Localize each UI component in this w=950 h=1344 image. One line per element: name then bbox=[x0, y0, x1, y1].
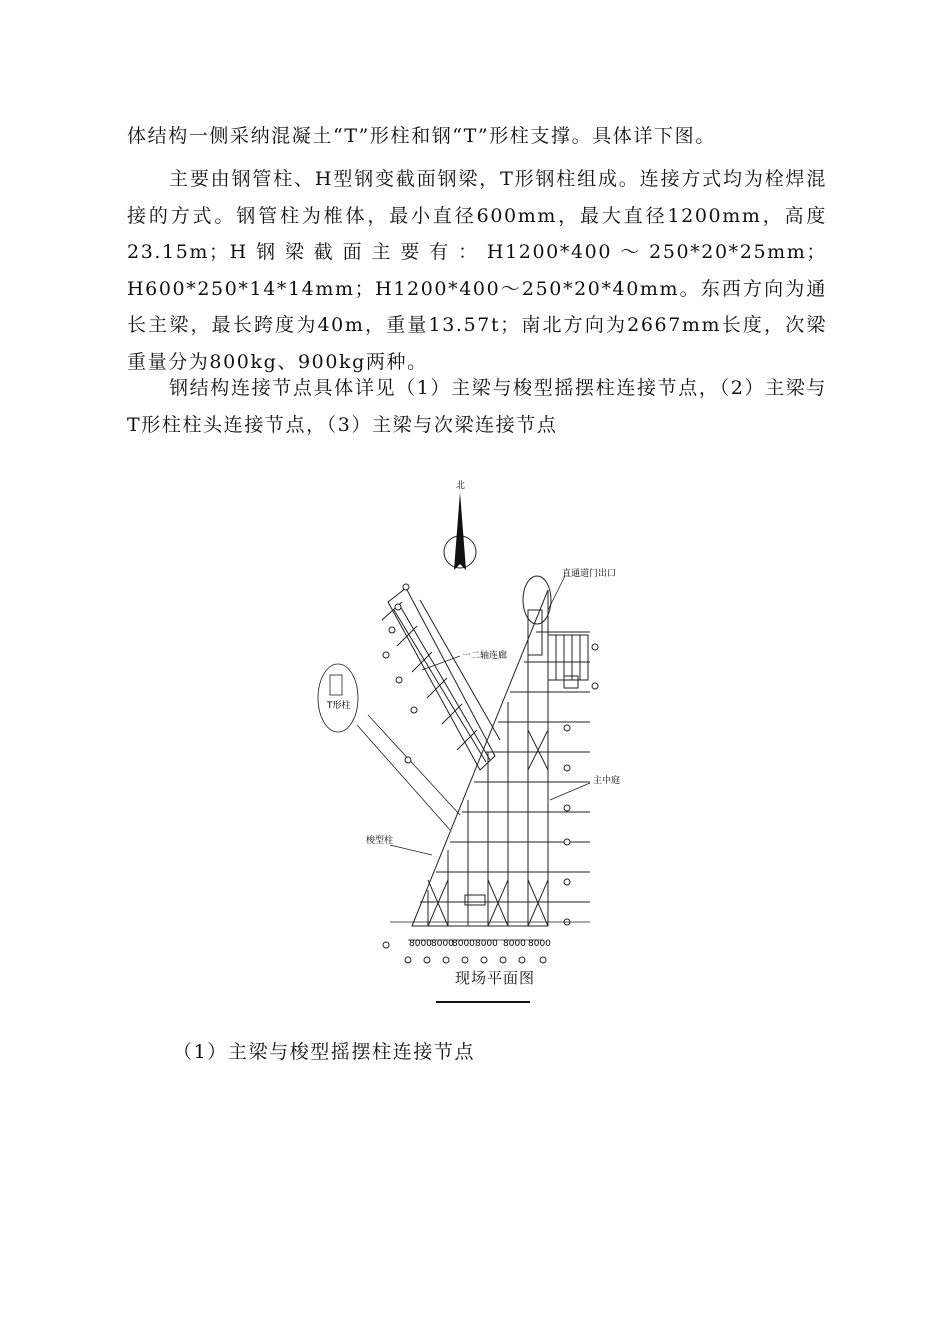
paragraph-1: 主要由钢管柱、H型钢变截面钢梁，T形钢柱组成。连接方式均为栓焊混接的方式。钢管柱为椎体，最小直径600mm，最大直径1200mm，高度23.15m；H钢梁截面主要有：H1200*400～250*20*25mm；H600*250*14*14mm；H1200*400～250*20*40mm。东西方向为通长主梁，最长跨度为40m，重量13.57t；南北方向为2667mm长度，次梁重量分为800kg、900kg两种。 bbox=[127, 168, 827, 373]
dimension-labels bbox=[409, 939, 551, 949]
dimension-label: 8000 bbox=[409, 939, 432, 949]
site-plan-drawing bbox=[300, 470, 640, 1020]
north-arrow-icon bbox=[444, 479, 476, 570]
label-mid-right: 主中庭 bbox=[593, 776, 621, 786]
dimension-label: 8000 bbox=[475, 939, 498, 949]
paragraph-0: 体结构一侧采纳混凝土“T”形柱和钢“T”形柱支撑。具体详下图。 bbox=[127, 125, 716, 147]
north-label: 北 bbox=[456, 481, 466, 491]
label-left: 梭型柱 bbox=[366, 836, 394, 846]
label-top-right: 直通道门出口 bbox=[562, 569, 617, 579]
leader-lines bbox=[318, 576, 590, 855]
dimension-label: 8000 bbox=[452, 939, 475, 949]
site-plan-figure bbox=[300, 470, 640, 1020]
main-triangle-structure bbox=[412, 590, 590, 926]
figure-caption: 现场平面图 bbox=[455, 969, 536, 987]
dimension-label: 8000 bbox=[503, 939, 526, 949]
label-box: T形柱 bbox=[327, 701, 351, 711]
dimension-label: 8000 bbox=[431, 939, 454, 949]
section-heading: （1）主梁与梭型摇摆柱连接节点 bbox=[173, 1041, 476, 1063]
axis-bubbles bbox=[383, 584, 598, 963]
label-upper-left: 一二轴连廊 bbox=[462, 651, 508, 661]
dimension-label: 8000 bbox=[528, 939, 551, 949]
paragraph-2: 钢结构连接节点具体详见（1）主梁与梭型摇摆柱连接节点，（2）主梁与T形柱柱头连接节点，（3）主梁与次梁连接节点 bbox=[127, 377, 827, 436]
